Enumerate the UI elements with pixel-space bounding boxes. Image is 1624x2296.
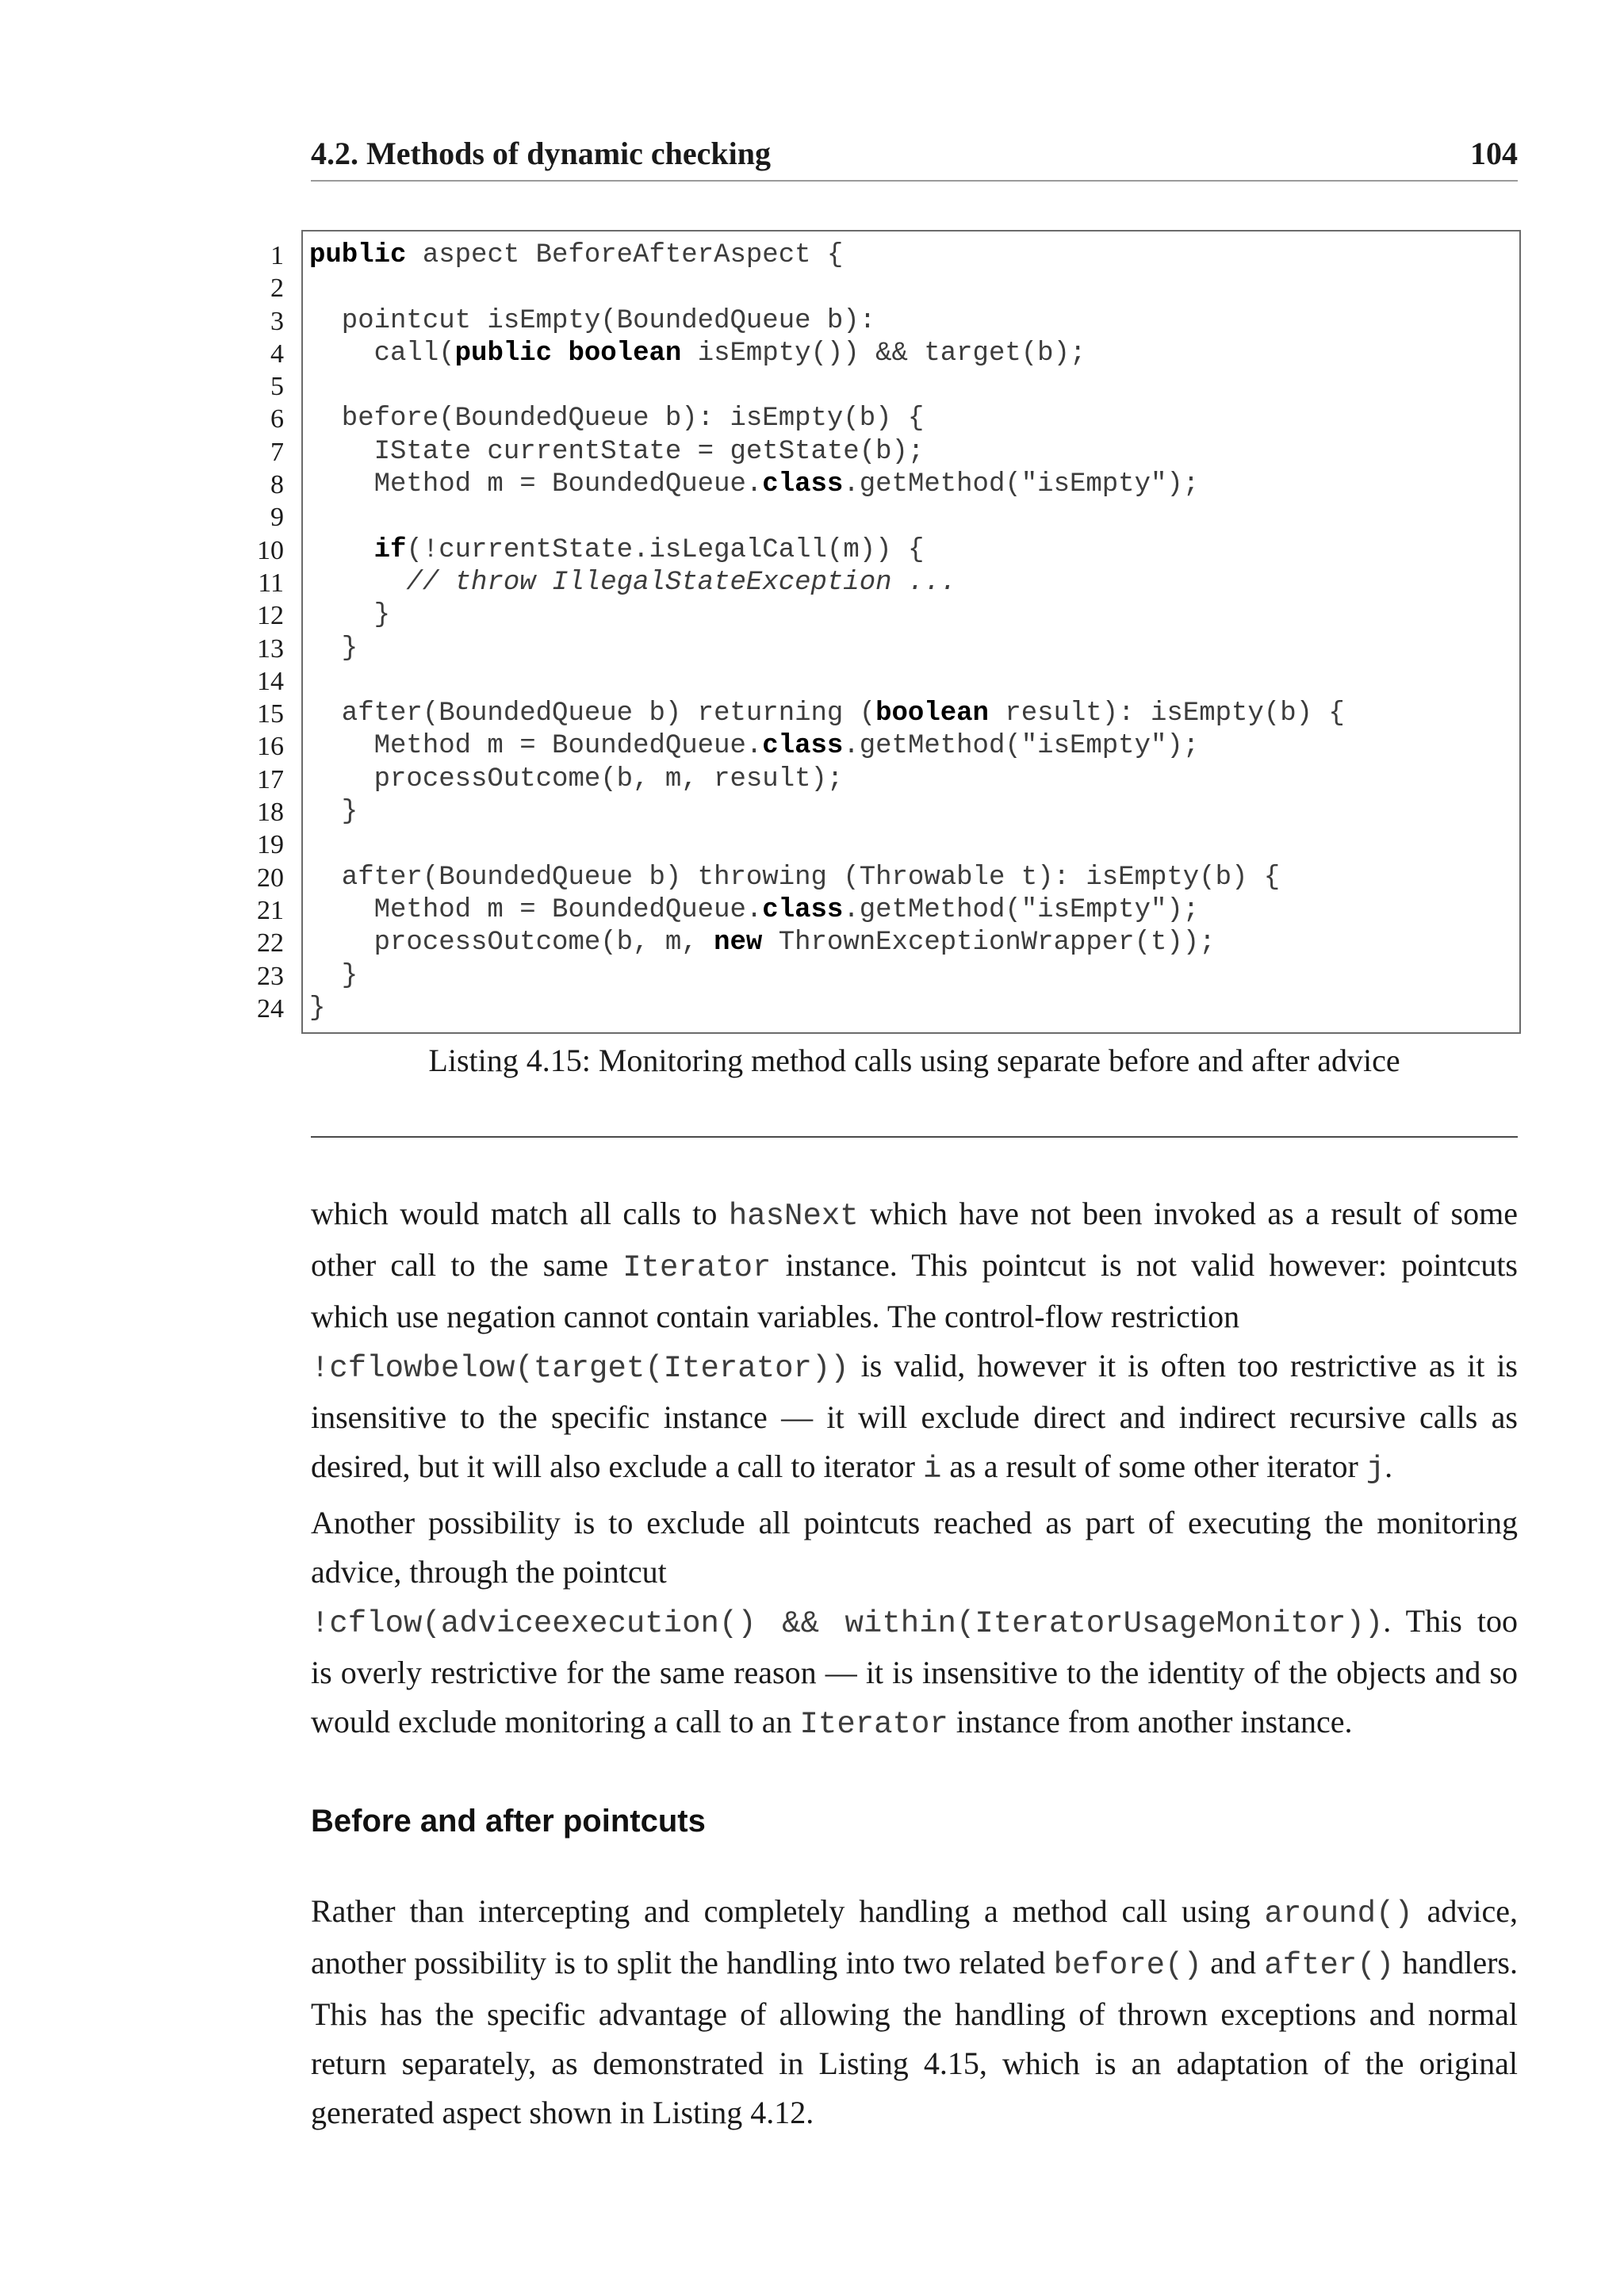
code-keyword: boolean xyxy=(875,698,989,729)
code-line xyxy=(309,501,1515,534)
line-number: 15 xyxy=(257,699,284,729)
code-token: } xyxy=(309,633,358,664)
code-line xyxy=(309,272,1515,304)
header-section-title: 4.2. Methods of dynamic checking xyxy=(311,136,771,171)
line-number: 3 xyxy=(270,306,284,336)
line-number: 2 xyxy=(270,274,284,304)
code-line xyxy=(309,862,1515,894)
running-header xyxy=(311,135,1518,173)
code-token: aspect BeforeAfterAspect { xyxy=(406,240,844,270)
body-text: . xyxy=(1385,1448,1393,1484)
header-page-number: 104 xyxy=(1470,136,1518,171)
code-keyword: public xyxy=(454,338,553,369)
line-number: 24 xyxy=(257,993,284,1024)
inline-code: !cflowbelow(target(Iterator)) xyxy=(311,1351,849,1386)
line-number: 18 xyxy=(257,798,284,828)
header-rule xyxy=(311,180,1518,182)
line-number: 14 xyxy=(257,666,284,696)
code-line xyxy=(309,927,1515,959)
body-text: Another possibility is to exclude all pointcuts reached as part of executing the monitoring advice, through the pointcut xyxy=(311,1505,1518,1590)
line-number: 16 xyxy=(257,732,284,762)
inline-code: before() xyxy=(1053,1948,1202,1983)
code-token: Method m = BoundedQueue. xyxy=(309,469,763,500)
code-token: .getMethod("isEmpty"); xyxy=(843,731,1200,762)
listing-caption: Listing 4.15: Monitoring method calls using separate before and after advice xyxy=(428,1043,1400,1078)
code-line xyxy=(309,599,1515,632)
code-token: pointcut isEmpty(BoundedQueue b): xyxy=(309,305,876,336)
inline-code: Iterator xyxy=(622,1250,772,1285)
section-heading: Before and after pointcuts xyxy=(311,1804,706,1839)
line-number: 8 xyxy=(270,470,284,500)
line-number: 9 xyxy=(270,503,284,533)
code-token: } xyxy=(309,600,391,631)
body-text: which would match all calls to xyxy=(311,1196,729,1231)
code-line xyxy=(309,633,1515,665)
body-text: instance from another instance. xyxy=(948,1704,1353,1739)
body-text: instance. This pointcut is not valid however: pointcuts which use negation cannot contain variables. The control-flow restriction xyxy=(311,1247,1518,1334)
code-line xyxy=(309,730,1515,763)
line-number: 23 xyxy=(257,961,284,991)
line-number: 13 xyxy=(257,633,284,664)
body-paragraph-2 xyxy=(311,1498,1518,1749)
code-comment: // throw IllegalStateException ... xyxy=(406,567,957,598)
code-line xyxy=(309,403,1515,435)
code-token: IState currentState = getState(b); xyxy=(309,436,925,467)
code-line xyxy=(309,993,1515,1025)
line-number: 1 xyxy=(270,241,284,270)
code-token: ThrownExceptionWrapper(t)); xyxy=(762,928,1216,959)
listing-line-numbers xyxy=(238,239,284,1025)
line-number: 19 xyxy=(257,830,284,860)
code-token: (!currentState.isLegalCall(m)) { xyxy=(406,534,925,565)
line-number: 22 xyxy=(257,928,284,959)
code-keyword: class xyxy=(762,894,844,925)
code-token: isEmpty()) && target(b); xyxy=(681,338,1086,369)
line-number: 7 xyxy=(270,437,284,467)
inline-code: after() xyxy=(1264,1948,1395,1983)
code-keyword: class xyxy=(762,731,844,762)
line-number: 17 xyxy=(257,764,284,794)
line-number: 11 xyxy=(258,568,284,598)
code-token: } xyxy=(309,960,358,991)
code-token: processOutcome(b, m, result); xyxy=(309,763,844,794)
body-text: and xyxy=(1201,1945,1265,1980)
code-line xyxy=(309,338,1515,370)
body-text: handlers. This has the specific advantage of allowing the handling of thrown exceptions and normal return separately, as demonstrated in Listing 4.15, which is an adaptation of the original generated aspect shown in Listing 4.12. xyxy=(311,1945,1518,2130)
code-keyword: new xyxy=(714,928,763,959)
body-text: which have not been invoked as a result of some other call to the same xyxy=(311,1196,1518,1283)
code-line xyxy=(309,960,1515,993)
inline-code: around() xyxy=(1264,1896,1413,1931)
code-listing xyxy=(309,239,1515,1025)
code-line xyxy=(309,828,1515,861)
code-line xyxy=(309,469,1515,501)
code-token: Method m = BoundedQueue. xyxy=(309,731,763,762)
body-text: is valid, however it is often too restrictive as it is insensitive to the specific instance — it will exclude direct and indirect recursive calls as desired, but it will also exclude a call to iterator xyxy=(311,1348,1518,1484)
inline-code: Iterator xyxy=(799,1707,948,1742)
body-paragraph-3 xyxy=(311,1887,1518,2137)
line-number: 20 xyxy=(257,863,284,893)
float-separator-rule xyxy=(311,1136,1518,1138)
code-token: before(BoundedQueue b): isEmpty(b) { xyxy=(309,404,925,434)
code-keyword: class xyxy=(762,469,844,500)
line-number: 21 xyxy=(257,895,284,925)
code-line xyxy=(309,567,1515,599)
body-text: advice, another possibility is to split the handling into two related xyxy=(311,1893,1518,1980)
code-line xyxy=(309,534,1515,567)
code-token xyxy=(309,535,374,565)
inline-code: !cflow(adviceexecution() && within(IteratorUsageMonitor)) xyxy=(311,1606,1384,1641)
code-token xyxy=(552,339,568,369)
line-number: 6 xyxy=(270,404,284,434)
body-paragraph-1 xyxy=(311,1189,1518,1494)
code-token: result): isEmpty(b) { xyxy=(988,698,1345,729)
inline-code: j xyxy=(1365,1452,1385,1487)
line-number: 12 xyxy=(257,601,284,631)
code-token: .getMethod("isEmpty"); xyxy=(843,469,1200,500)
code-line xyxy=(309,436,1515,469)
code-line xyxy=(309,370,1515,403)
code-line xyxy=(309,894,1515,927)
code-token: Method m = BoundedQueue. xyxy=(309,894,763,925)
line-number: 4 xyxy=(270,339,284,369)
code-token: call( xyxy=(309,338,455,369)
line-number: 10 xyxy=(257,535,284,565)
inline-code: hasNext xyxy=(728,1199,859,1234)
body-text: Rather than intercepting and completely handling a method call using xyxy=(311,1893,1265,1929)
code-token xyxy=(309,568,406,598)
code-token: after(BoundedQueue b) throwing (Throwable t): isEmpty(b) { xyxy=(309,862,1281,893)
code-line xyxy=(309,763,1515,796)
body-text: as a result of some other iterator xyxy=(941,1448,1366,1484)
line-number: 5 xyxy=(270,372,284,402)
code-keyword: if xyxy=(373,534,407,565)
code-token: after(BoundedQueue b) returning ( xyxy=(309,698,876,729)
code-token: } xyxy=(309,797,358,828)
code-line xyxy=(309,665,1515,698)
code-token: .getMethod("isEmpty"); xyxy=(843,894,1200,925)
code-keyword: public xyxy=(309,240,407,270)
code-line xyxy=(309,239,1515,272)
inline-code: i xyxy=(922,1452,942,1487)
code-line xyxy=(309,698,1515,730)
code-token: } xyxy=(309,993,326,1024)
body-text: . This too is overly restrictive for the same reason — it is insensitive to the identity of the objects and so would exclude monitoring a call to an xyxy=(311,1603,1518,1739)
code-line xyxy=(309,796,1515,828)
code-line xyxy=(309,305,1515,338)
code-keyword: boolean xyxy=(568,338,682,369)
code-token: processOutcome(b, m, xyxy=(309,928,714,959)
